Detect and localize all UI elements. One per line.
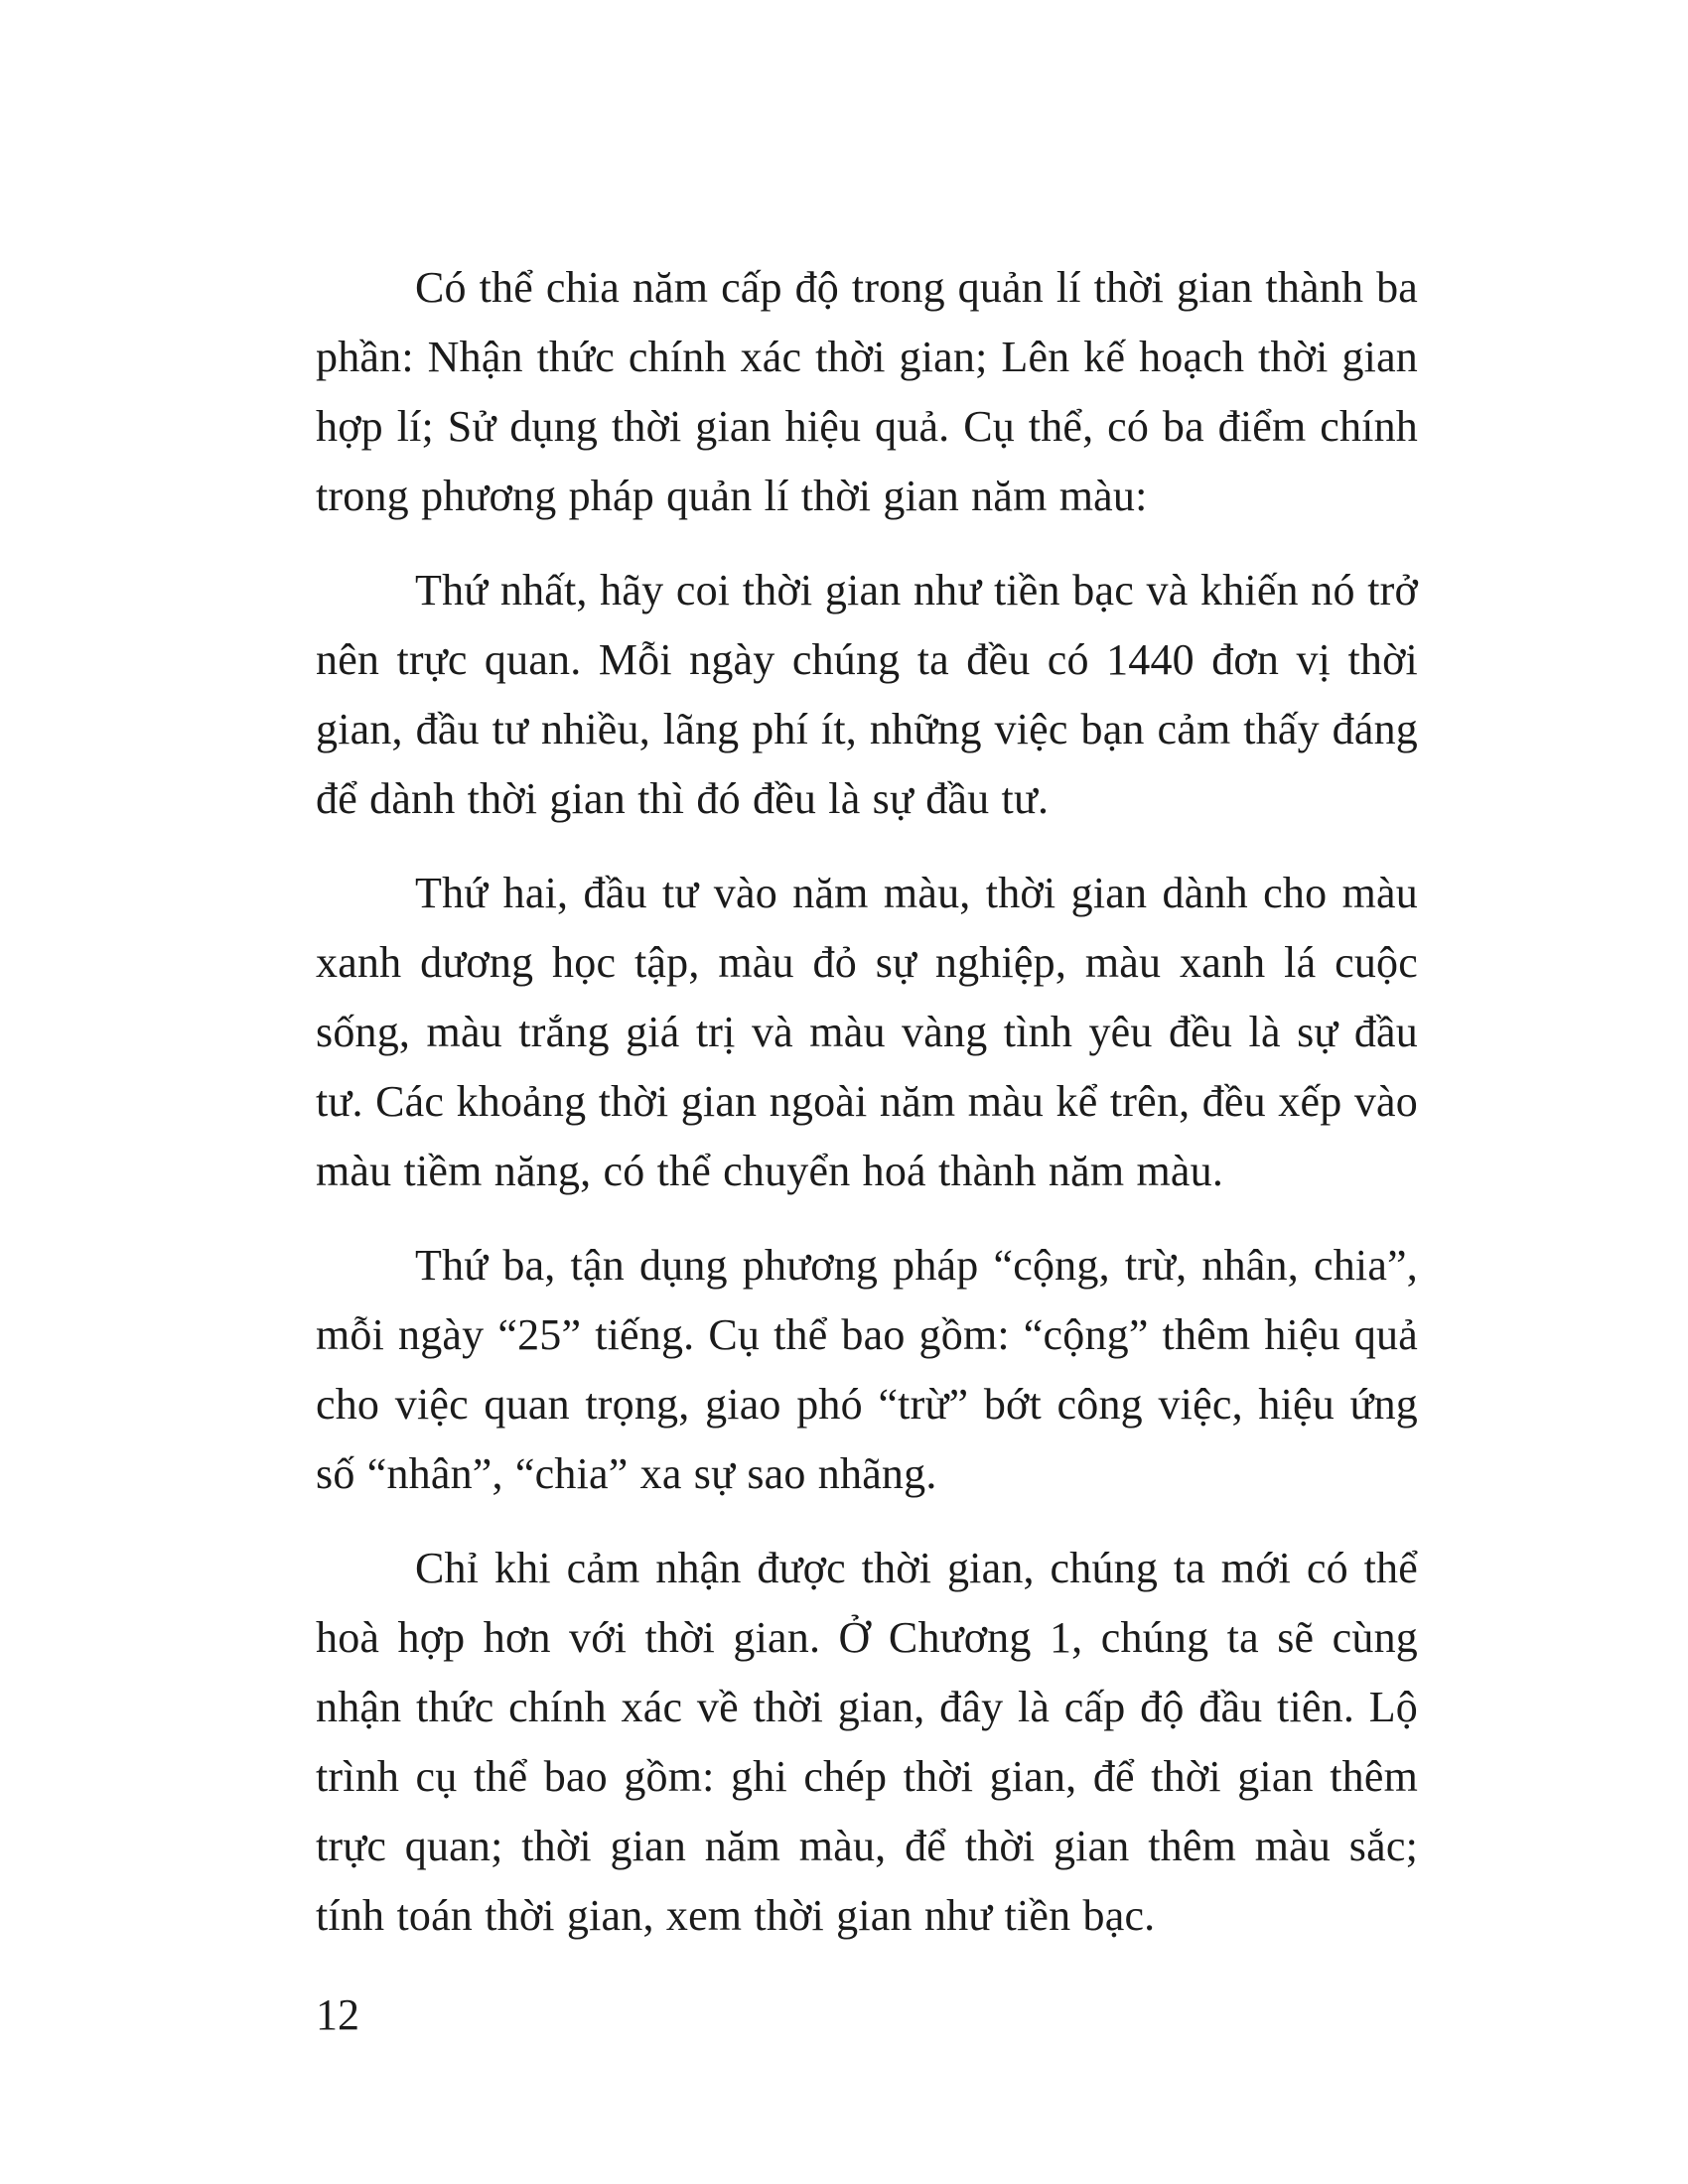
paragraph-4: Thứ ba, tận dụng phương pháp “cộng, trừ, nhân, chia”, mỗi ngày “25” tiếng. Cụ thể bao gồm: “cộng” thêm hiệu quả cho việc quan trọng, giao phó “trừ” bớt công việc, hiệu ứng số “nhân”, “chia” xa sự sao nhãng. [316,1241,1418,1498]
paragraph-3: Thứ hai, đầu tư vào năm màu, thời gian dành cho màu xanh dương học tập, màu đỏ sự nghiệp, màu xanh lá cuộc sống, màu trắng giá trị và màu vàng tình yêu đều là sự đầu tư. Các khoảng thời gian ngoài năm màu kể trên, đều xếp vào màu tiềm năng, có thể chuyển hoá thành năm màu. [316,869,1418,1195]
page-number: 12 [316,1990,359,2039]
paragraph-2: Thứ nhất, hãy coi thời gian như tiền bạc và khiến nó trở nên trực quan. Mỗi ngày chúng ta đều có 1440 đơn vị thời gian, đầu tư nhiều, lãng phí ít, những việc bạn cảm thấy đáng để dành thời gian thì đó đều là sự đầu tư. [316,566,1418,823]
paragraph-1: Có thể chia năm cấp độ trong quản lí thời gian thành ba phần: Nhận thức chính xác thời gian; Lên kế hoạch thời gian hợp lí; Sử dụng thời gian hiệu quả. Cụ thể, có ba điểm chính trong phương pháp quản lí thời gian năm màu: [316,263,1418,520]
body-text-block [316,253,1418,1951]
paragraph-5: Chỉ khi cảm nhận được thời gian, chúng ta mới có thể hoà hợp hơn với thời gian. Ở Chương 1, chúng ta sẽ cùng nhận thức chính xác về thời gian, đây là cấp độ đầu tiên. Lộ trình cụ thể bao gồm: ghi chép thời gian, để thời gian thêm trực quan; thời gian năm màu, để thời gian thêm màu sắc; tính toán thời gian, xem thời gian như tiền bạc. [316,1544,1418,1940]
